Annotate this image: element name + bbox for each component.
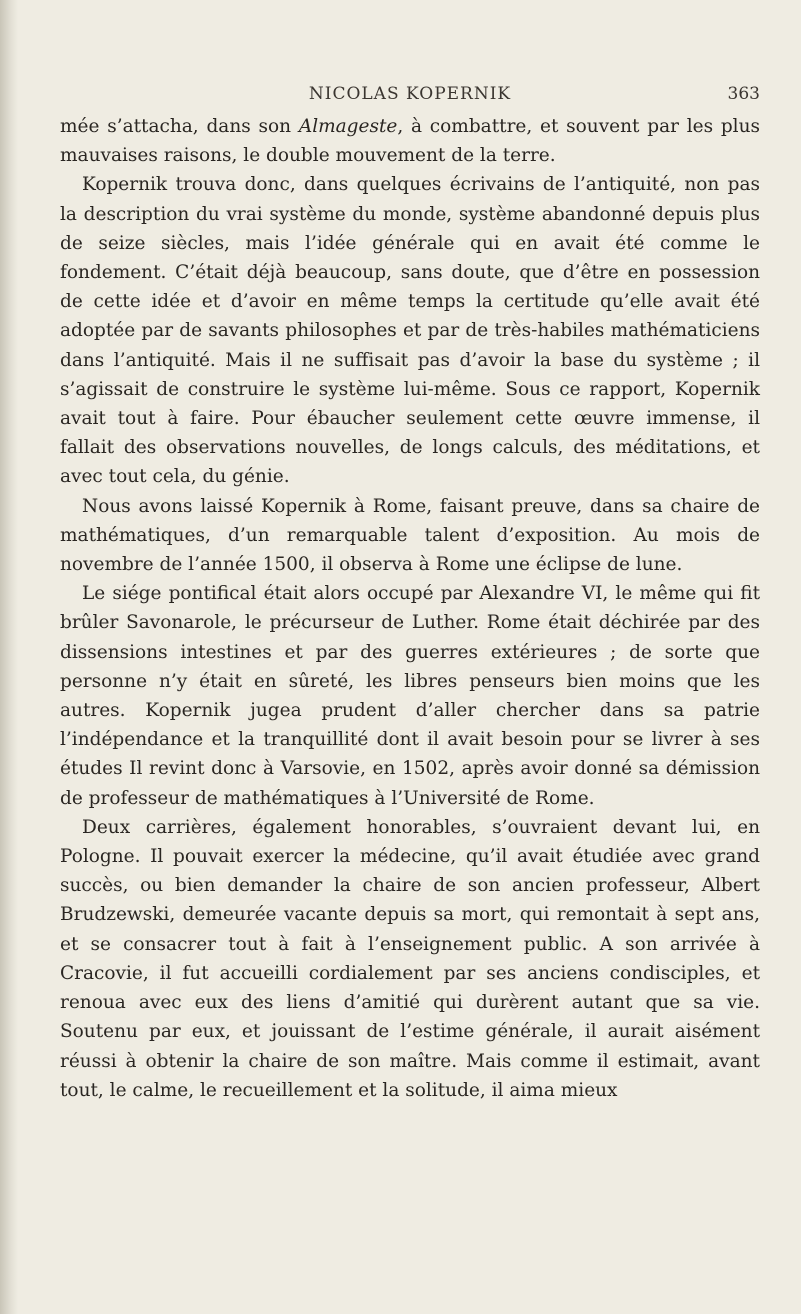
paragraph-3: Nous avons laissé Kopernik à Rome, faisant preuve, dans sa chaire de mathématiques, d’un remarquable talent d’exposition. Au mois de novembre de l’année 1500, il observa à Rome une éclipse de lune. (60, 495, 760, 576)
paragraph-4: Le siége pontifical était alors occupé par Alexandre VI, le même qui fit brûler Savonarole, le précurseur de Luther. Rome était déchirée par des dissensions intestines et par des guerres extérieures ; de sorte que personne n’y était en sûreté, les libres penseurs bien moins que les autres. Kopernik jugea prudent d’aller chercher dans sa patrie l’indépendance et la tranquillité dont il avait besoin pour se livrer à ses études Il revint donc à Varsovie, en 1502, après avoir donné sa démission de professeur de mathématiques à l’Université de Rome. (60, 583, 760, 809)
running-title: NICOLAS KOPERNIK (308, 84, 512, 104)
paragraph-2: Kopernik trouva donc, dans quelques écrivains de l’antiquité, non pas la description du vrai système du monde, système abandonné depuis plus de seize siècles, mais l’idée générale qui en avait été comme le fondement. C’était déjà beaucoup, sans doute, que d’être en possession de cette idée et d’avoir en même temps la certitude qu’elle avait été adoptée par de savants philosophes et par de très-habiles mathématiciens dans l’antiquité. Mais il ne suffisait pas d’avoir la base du système ; il s’agissait de construire le système lui-même. Sous ce rapport, Kopernik avait tout à faire. Pour ébaucher seulement cette œuvre immense, il fallait des observations nouvelles, de longs calculs, des méditations, et avec tout cela, du génie. (60, 174, 760, 488)
body-text (60, 112, 760, 1105)
book-spine-shadow (0, 0, 18, 1314)
page-number: 363 (727, 84, 760, 104)
paragraph-1-text-a: mée s’attacha, dans son (60, 116, 299, 137)
paragraph-1 (60, 112, 760, 170)
paragraph-1-text-b: , à combattre, et souvent par les plus mauvaises raisons, le double mouvement de la terre. (60, 116, 761, 167)
page-header (60, 84, 760, 114)
paragraph-5: Deux carrières, également honorables, s’ouvraient devant lui, en Pologne. Il pouvait exercer la médecine, qu’il avait étudiée avec grand succès, ou bien demander la chaire de son ancien professeur, Albert Brudzewski, demeurée vacante depuis sa mort, qui remontait à sept ans, et se consacrer tout à fait à l’enseignement public. A son arrivée à Cracovie, il fut accueilli cordialement par ses anciens condisciples, et renoua avec eux des liens d’amitié qui durèrent autant que sa vie. Soutenu par eux, et jouissant de l’estime générale, il aurait aisément réussi à obtenir la chaire de son maître. Mais comme il estimait, avant tout, le calme, le recueillement et la solitude, il aima mieux (60, 816, 760, 1101)
book-title-almageste: Almageste (298, 116, 398, 137)
